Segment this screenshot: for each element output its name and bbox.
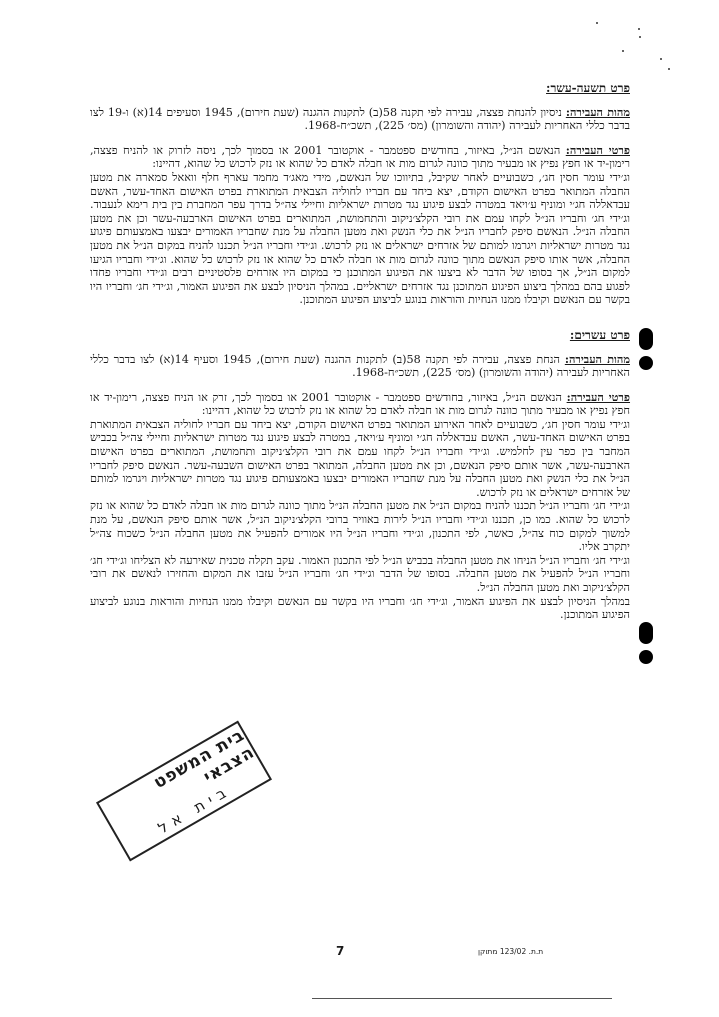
count-20-details <box>90 391 630 418</box>
scan-speck <box>639 36 641 38</box>
count-20-heading: פרט עשרים: <box>569 327 630 342</box>
count-19-details-text: הנאשם הנ״ל, באיזור, בחודשים ספטמבר - אוקטובר 2001 או בסמוך לכך, ניסה לזרוק או להניח פצצה, רימון-יד או חפץ נפיץ או מבעיר מתוך כוונה לגרום מות או חבלה לאדם כל שהוא או נזק לרכוש כל שהוא, דהיינו: <box>90 143 630 171</box>
count-20-body-1: וג׳ידי עומר חסין חג׳, כשבועיים לאחר האירוע המתואר בפרט האישום הקודם, יצא ביחד עם חבריו לחוליה הצבאית המתוארת בפרט האישום האחד-עשר, האשם עבדאללה חג׳י ומוניף ע׳ויאד, במטרה לבצע פיגוע נגד מטרות ישראליות וחיילי צה״ל בכביש המחבר בין כפר עין לחלמיש. וג׳ידי וחבריו הנ״ל לקחו עמם את רובי הקלצ׳ניקוב ותחמושת, המתוארים בפרט האישום הארבעה-עשר, אשר אותם סיפק הנאשם, וכן את מטען החבלה, המתואר בפרט האישום השבעה-עשר. הנאשם סיפק לחבריו הנ״ל את כלי הנשק ואת מטען החבלה על מנת שחבריו האמורים יבצעו באמצעותם פיגוע נגד מטרות ישראליות ויגרמו למותם של אזרחים ישראלים או נזק לרכוש. <box>90 417 630 499</box>
count-19-body: וג׳ידי עומר חסין חג׳, כשבועיים לאחר שקיבל, בתיווכו של הנאשם, מידי מאג׳ד מחמד עארף חלף וואאל סמארה את מטען החבלה המתואר בפרט האישום הקודם, יצא ביחד עם חבריו לחוליה הצבאית המתוארת בפרט האישום האחד-עשר, האשם עבדאללה חג׳י ומוניף ע׳ויאד במטרה לבצע פיגוע נגד מטרות ישראליות וחיילי צה״ל בדרך עפר המחברת בין בית רימא לנעבוד. וג׳ידי חג׳ וחבריו הנ״ל לקחו עמם את רובי הקלצ׳ניקוב והתחמושת, המתוארים בפרט האישום הארבעה-עשר וכן את מטען החבלה הנ״ל. הנאשם סיפק לחבריו הנ״ל את כלי הנשק ואת מטען החבלה על מנת שחבריו האמורים יבצעו באמצעותם פיגוע נגד מטרות ישראליות ויגרמו למותם של אזרחים ישראלים או נזק לרכוש. וג׳ידי וחבריו הנ״ל תכננו להניח במקום הנ״ל את מטען החבלה, אשר אותו סיפק הנאשם מתוך כוונה לגרום מות או חבלה לאדם כל שהוא או נזק לרכוש כל שהוא. וג׳ידי וחבריו הגיעו למקום הנ״ל, אך בסופו של הדבר לא ביצעו את הפיגוע המתוכנן כי במקום היו אזרחים פלסטיניים רבים וג׳ידי וחבריו פחדו לפגוע בהם במהלך ביצוע הפיגוע המתוכנן נגד אזרחים ישראליים. במהלך הניסיון לבצע את הפיגוע האמור, וג׳ידי חג׳ וחבריו היו בקשר עם הנאשם וקיבלו ממנו הנחיות והוראות בנוגע לביצוע הפיגוע המתוכנן. <box>90 170 630 307</box>
count-20-details-text: הנאשם הנ״ל, באיזור, בחודשים ספטמבר - אוקטובר 2001 או בסמוך לכך, זרק או הניח פצצה, רימון-יד או חפץ נפיץ או מבעיר מתוך כוונה לגרום מות או חבלה לאדם כל שהוא או נזק לרכוש כל שהוא, דהיינו: <box>90 390 630 418</box>
count-19-nature-label: מהות העבירה: <box>565 104 630 119</box>
scan-speck <box>596 22 598 24</box>
hole-punch-top <box>639 328 653 350</box>
court-stamp <box>96 721 272 862</box>
count-20-nature-text: הנחת פצצה, עבירה לפי תקנה 58(ב) לתקנות ההגנה (שעת חירום), 1945 וסעיף 14(א) לצו בדבר כללי האחריות לעבירה (יהודה והשומרון) (מס׳ 225), תשכ״ח-1968. <box>90 352 630 380</box>
bottom-rule <box>312 998 612 999</box>
scan-speck <box>622 50 624 52</box>
count-19-nature-text: ניסיון להנחת פצצה, עבירה לפי תקנה 58(ב) לתקנות ההגנה (שעת חירום), 1945 וסעיפים 14(א) ו-19 לצו בדבר כללי האחריות לעבירה (יהודה והשומרון) (מס׳ 225), תשכ״ח-1968. <box>90 105 630 133</box>
count-19-nature <box>90 106 630 133</box>
count-20-body-3: וג׳ידי חג׳ וחבריו הנ״ל הניחו את מטען החבלה בכביש הנ״ל לפי התכנון האמור. עקב תקלה טכנית שאירעה לא הצליחו וג׳ידי חג׳ וחבריו הנ״ל להפעיל את מטען החבלה. בסופו של הדבר וג׳ידי חג׳ וחבריו הנ״ל עזבו את המקום והחזירו לנאשם את רובי הקלצ׳ניקוב ואת מטען החבלה הנ״ל. <box>90 553 630 594</box>
count-20-body-2: וג׳ידי חג׳ וחבריו הנ״ל תכננו להניח במקום הנ״ל את מטען החבלה הנ״ל מתוך כוונה לגרום מות או חבלה לאדם כל שהוא או נזק לרכוש כל שהוא. כמו כן, תכננו וג׳ידי וחבריו הנ״ל לירות באוויר ברובי הקלצ׳ניקוב הנ״ל, אשר אותם סיפק הנאשם, על מנת למשוך למקום כוח צה״ל, כאשר, לפי התכנון, וג׳ידי וחבריו הנ״ל היו אמורים להפעיל את מטען החבלה הנ״ל כשכוח צה״ל יתקרב אליו. <box>90 499 630 554</box>
hole-punch-bottom <box>639 622 653 644</box>
count-20-nature <box>90 353 630 380</box>
count-20-nature-label: מהות העבירה: <box>564 351 630 366</box>
document-body <box>90 82 630 622</box>
page-number: 7 <box>336 944 345 958</box>
count-20-details-label: פרטי העבירה: <box>566 389 631 404</box>
section-gap <box>90 307 630 329</box>
stamp-line-2: בית אל <box>154 781 235 838</box>
stamp-line-1: בית המשפט הצבאי <box>150 725 259 794</box>
scan-speck <box>638 28 640 30</box>
hole-punch-bottom-lower <box>639 650 653 664</box>
scan-speck <box>660 58 662 60</box>
count-19-details-label: פרטי העבירה: <box>565 142 630 157</box>
hole-punch-top-lower <box>639 356 653 370</box>
count-19-details <box>90 144 630 171</box>
scan-speck <box>668 68 670 70</box>
count-19-heading: פרט תשעה-עשר: <box>546 81 630 95</box>
count-20-body-4: במהלך הניסיון לבצע את הפיגוע האמור, וג׳ידי חג׳ וחבריו היו בקשר עם הנאשם וקיבלו ממנו הנחיות והוראות בנוגע לביצוע הפיגוע המתוכנן. <box>90 594 630 622</box>
footer-reference: ת.ת. 123/02 מתוקן <box>478 947 544 956</box>
